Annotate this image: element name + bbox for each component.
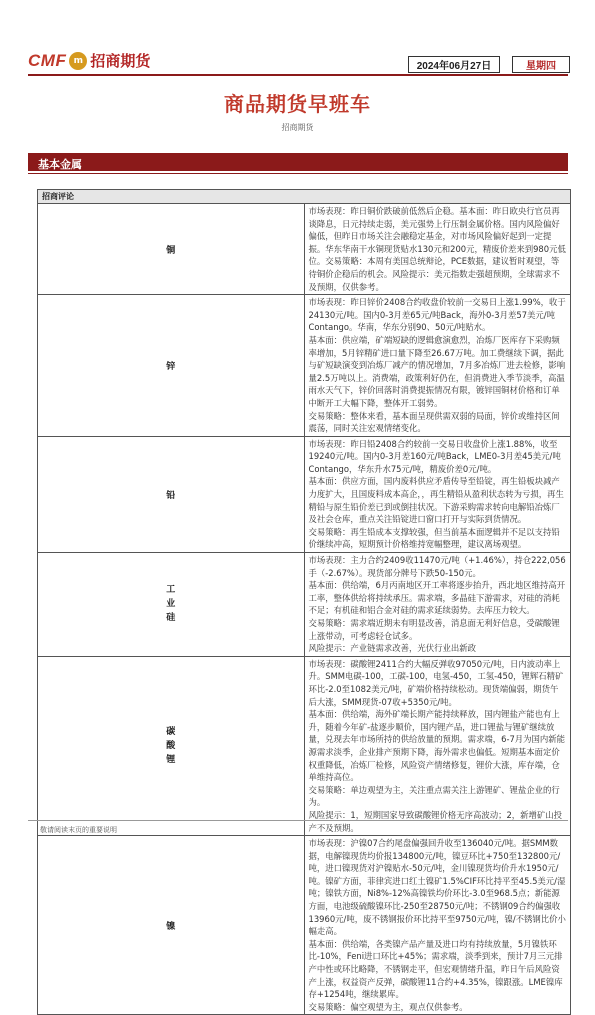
commentary-paragraph: 风险提示：1，短期国家导致碳酸锂价格无序高波动；2，新增矿山投产不及预期。	[308, 809, 563, 833]
commentary-paragraph: 交易策略：偏空观望为主，观点仅供参考。	[308, 1001, 468, 1012]
report-date: 2024年06月27日	[408, 56, 500, 73]
commentary-paragraph: 交易策略：单边观望为主，关注重点需关注上游锂矿、锂盐企业的行为。	[308, 784, 560, 808]
commodity-label: 碳 酸 锂	[38, 656, 305, 835]
commodity-label: 铅	[38, 436, 305, 552]
report-weekday: 星期四	[512, 56, 570, 73]
commodity-label: 工 业 硅	[38, 553, 305, 657]
footer-divider	[28, 820, 568, 821]
commentary-paragraph: 市场表现：昨日铜价跌破前低然后企稳。基本面：昨日欧央行官员再谈降息，日元持续走弱，美元强势上行压制金属价格。国内风险偏好偏低，但昨日市场关注会融稳定基金，对市场风险偏好起到一定提振。华东华南干水铜现货贴水130元和200元，精废价差来到980元低位。交易策略：本周有美国总统辩论，PCE数据，建议暂时观望，等待铜价企稳后的机会。风险提示：美元指数走强超预期，全球需求不及预期，仅供参考。	[308, 206, 566, 292]
page-title: 商品期货早班车	[224, 92, 371, 116]
commentary-paragraph: 风险提示：产业链需求改善，光伏行业出新政	[308, 643, 476, 654]
commentary-cell	[304, 295, 571, 437]
table-row	[38, 204, 571, 295]
logo-cmf-text: CMF	[28, 50, 67, 70]
logo-badge-icon: m	[69, 52, 87, 70]
commentary-cell	[304, 836, 571, 1015]
table-row	[38, 436, 571, 552]
commodity-label: 镍	[38, 836, 305, 1015]
commentary-paragraph: 市场表现：昨日铅2408合约较前一交易日收盘价上涨1.88%，收至19240元/吨。国内0-3月差160元/吨Back，LME0-3月差45美元/吨Contango，华东升水75元/吨，精废价差0元/吨。	[308, 438, 561, 474]
footer-note: 敬请阅读末页的重要说明	[40, 826, 117, 834]
section-divider	[28, 173, 568, 174]
table-row	[38, 553, 571, 657]
commentary-cell	[304, 436, 571, 552]
commodity-label: 铜	[38, 204, 305, 295]
logo-company-name: 招商期货	[90, 52, 151, 70]
commentary-cell	[304, 204, 571, 295]
commentary-paragraph: 市场表现：碳酸锂2411合约大幅反弹收97050元/吨，日内波动率上升。SMM电碳-100，工碳-100，电氢-450，工氢-450，锂辉石精矿环比-2.0至1082美元/吨，矿端价格持续松动。现货端偏弱，期货午后大涨，SMM现货-07收+5350元/吨。	[308, 658, 564, 707]
commentary-paragraph: 基本面：供应方面，国内废料供应矛盾传导至铅锭，再生铅板块减产力度扩大，且国废料成本高企，，再生精铅从盈利状态转为亏损，再生精铅与原生铅价差已到或倒挂状况。下游采购需求转向电解铅冶炼厂及社会仓库，重点关注铅锭进口窗口打开与实际到货情况。	[308, 476, 564, 525]
commentary-paragraph: 市场表现：主力合约2409收11470元/吨（+1.46%），持仓222,056手（-2.67%）。现货部分牌号下跌50-150元。	[308, 555, 566, 578]
company-logo	[28, 50, 150, 71]
commentary-table	[37, 189, 571, 1015]
table-header-row	[38, 190, 571, 204]
commentary-paragraph: 交易策略：需求端近期未有明显改善，消息面无利好信息，受碳酸锂上涨带动，可考虑轻仓试多。	[308, 618, 560, 641]
commentary-paragraph: 市场表现：沪镍07合约尾盘偏强回升收至136040元/吨。据SMM数据，电解镍现货均价报134800元/吨，镍豆环比+750至132800元/吨，进口镍现货对沪镍贴水-50元/吨，金川镍现货均价升水1950元/吨。镍矿方面，菲律宾进口红土镍矿1.5%CIF环比持平至45.5美元/湿吨；镍铁方面，Ni8%-12%高镍铁均价环比-3.0至968.5点；新能源方面，电池级硫酸镍环比-250至28750元/吨；不锈钢09合约偏强收13960元/吨，废不锈钢报价环比持平至9750元/吨，镍/不锈钢比价小幅走高。	[308, 838, 566, 937]
commentary-paragraph: 交易策略：再生铅成本支撑较强，但当前基本面逻辑并不足以支持铅价继续冲高，短期预计价格维持宽幅整理，建议离场观望。	[308, 526, 560, 550]
commentary-cell	[304, 656, 571, 835]
table-row	[38, 295, 571, 437]
commodity-label: 锌	[38, 295, 305, 437]
commentary-cell	[304, 553, 571, 657]
commentary-paragraph: 基本面：供给端，各类镍产品产量及进口均有持续放量，5月镍铁环比-10%，Feni进口环比+45%；需求端，淡季到来，预计7月三元排产中性或环比略降，不锈钢走平，但宏观情绪升温，昨日午后风险资产上涨，权益资产反弹，碳酸锂11合约+4.35%，镍跟涨。LME镍库存+1254吨，继续累库。	[308, 938, 563, 1000]
section-header	[28, 153, 568, 171]
table-row	[38, 656, 571, 835]
commentary-paragraph: 基本面：供给端，海外矿端长期产能持续释放，国内锂盐产能也有上升，随着今年矿-盐逐步顺价，国内锂产品，进口锂盐与锂矿继续放量，兑现去年市场所持的供给放量的预期。需求端，6-7月为国内新能源需求淡季，企业排产预期下降，海外需求也偏低。短期基本面定价权重降低，冶炼厂检修，风险资产情绪修复，锂价大涨，库存端，仓单维持高位。	[308, 709, 566, 783]
table-row	[38, 836, 571, 1015]
section-title: 基本金属	[38, 158, 82, 171]
commentary-paragraph: 基本面：供给端，6月丙南地区开工率将逐步抬升，西北地区维持高开工率，整体供给将持续承压。需求端，多晶硅下游需求，对硅的消耗不足；有机硅和铝合金对硅的需求延续弱势。去库压力较大。	[308, 580, 566, 616]
table-header: 招商评论	[38, 190, 571, 204]
commentary-paragraph: 交易策略：整体来看，基本面呈现供需双弱的局面，锌价或维持区间震荡，同时关注宏观情绪变化。	[308, 410, 560, 434]
commentary-paragraph: 基本面：供应端，矿端短缺的逻辑愈演愈烈，冶炼厂医库存下采购频率增加，5月锌精矿进口量下降至26.67万吨。加工费继续下调，据此与矿短缺演变到冶炼厂减产的情况增加，7月多冶炼厂进去检修，影响量2.5万吨以上。消费端，政策利好仍在，但消费进入季节淡季，高温雨水天气下，锌价回落时消费提振情况有限，镀锌国铜材价格和订单中断开工大幅下降，整体开工弱势。	[308, 334, 566, 408]
page-subtitle: 招商期货	[281, 123, 314, 132]
commentary-paragraph: 市场表现：昨日锌价2408合约收盘价较前一交易日上涨1.99%，收于24130元/吨。国内0-3月差65元/吨Back，海外0-3月差57美元/吨Contango。华南，华东分别90、50元/吨贴水。	[308, 297, 566, 333]
header-divider	[28, 74, 568, 76]
